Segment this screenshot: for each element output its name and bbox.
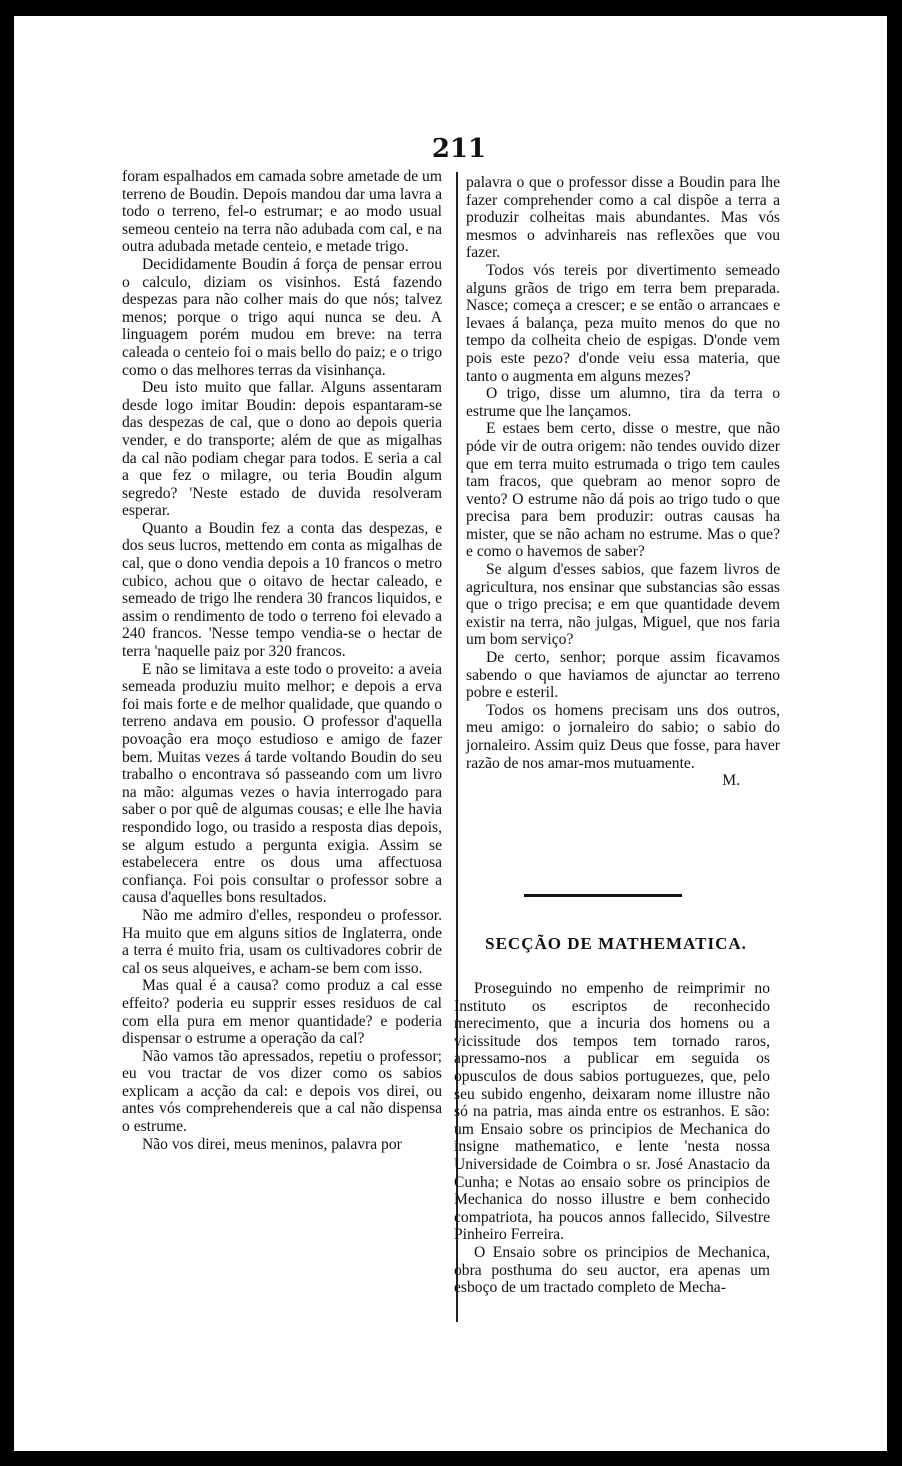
left-paragraph-5: E não se limitava a este todo o proveito: a aveia semeada produziu muito melhor; e depois a erva foi mais forte e de melhor qualidade, que quando o terreno andava em pousio. O professor d'aquella povoação era moço estudioso e amigo de fazer bem. Muitas vezes á tarde voltando Boudin do seu trabalho o encontrava só passeando com um livro na mão: algumas vezes o havia interrogado para saber o por quê de algumas cousas; e elle lhe havia respondido logo, ou trasido a resposta dias depois, se algum estudo a pergunta exigia. Assim se estabelecera entre os dous uma affectuosa confiança. Foi pois consultar o professor sobre a causa d'aquelles bons resultados. (122, 660, 442, 907)
left-paragraph-8: Não vamos tão apressados, repetiu o professor; eu vou tractar de vos dizer como os sabios explicam a acção da cal: e depois vos direi, ou antes vós comprehendereis que a cal não dispensa o estrume. (122, 1047, 442, 1136)
left-paragraph-2: Decididamente Boudin á força de pensar errou o calculo, diziam os visinhos. Está fazendo despezas para não colher mais do que nós; talvez menos; porque o trigo aqui nunca se deu. A linguagem porém mudou em breve: na terra caleada o centeio foi o mais bello do paiz; e o trigo como o das melhores terras da visinhança. (122, 255, 442, 379)
section-title: SECÇÃO DE MATHEMATICA. (485, 934, 747, 953)
section-paragraph-2: O Ensaio sobre os principios de Mechanica, obra posthuma do seu auctor, era apenas um esboço de um tractado completo de Mecha- (454, 1243, 770, 1297)
left-paragraph-1: foram espalhados em camada sobre ametade de um terreno de Boudin. Depois mandou dar uma lavra a todo o terreno, fel-o estrumar; e ao modo usual semeou centeio na terra não adubada com cal, e na outra adubada metade centeio, e metade trigo. (122, 168, 442, 256)
right-paragraph-5: Se algum d'esses sabios, que fazem livros de agricultura, nos ensinar que substancias são essas que o trigo precisa; e em que quantidade devem existir na terra, não julgas, Miguel, que nos faria um bom serviço? (466, 561, 780, 649)
right-paragraph-4: E estaes bem certo, disse o mestre, que não póde vir de outra origem: não tendes ouvido dizer que em terra muito estrumada o trigo tem caules tam fracos, que quebram ao menor sopro de vento? O estrume não dá pois ao trigo tudo o que precisa para bem produzir: outras causas ha mister, que se não acham no estrume. Mas o que? e como o havemos de saber? (466, 420, 780, 561)
left-column (122, 168, 442, 1153)
left-paragraph-4: Quanto a Boudin fez a conta das despezas, e dos seus lucros, mettendo em conta as migalhas de cal, que o dono vendia depois a 10 francos o metro cubico, achou que o oitavo de hectar caleado, e semeado de trigo lhe rendera 30 francos liquidos, e assim o rendimento de todo o terreno foi elevado a 240 francos. 'Nesse tempo vendia-se o hectar de terra 'naquelle paiz por 320 francos. (122, 519, 442, 661)
left-paragraph-6: Não me admiro d'elles, respondeu o professor. Ha muito que em alguns sitios de Inglaterra, onde a terra é muito fria, usam os cultivadores cobrir de cal os seus alqueives, e acham-se bem com isso. (122, 906, 442, 977)
right-paragraph-7: Todos os homens precisam uns dos outros, meu amigo: o jornaleiro do sabio; o sabio do jornaleiro. Assim quiz Deus que fosse, para haver razão de nos amar-mos mutuamente. (466, 701, 780, 772)
left-paragraph-9: Não vos direi, meus meninos, palavra por (142, 1135, 402, 1153)
section-rule (524, 894, 682, 897)
newspaper-page (14, 16, 887, 1451)
section-body (454, 980, 770, 1297)
left-paragraph-7: Mas qual é a causa? como produz a cal esse effeito? poderia eu supprir esses residuos de cal com ella pura em menor quantidade? e poderia dispensar o estrume a operação da cal? (122, 977, 442, 1048)
right-paragraph-6: De certo, senhor; porque assim ficavamos sabendo o que haviamos de ajunctar ao terreno pobre e esteril. (466, 649, 780, 702)
right-paragraph-3: O trigo, disse um alumno, tira da terra o estrume que lhe lançamos. (466, 385, 780, 420)
right-paragraph-2: Todos vós tereis por divertimento semeado alguns grãos de trigo em terra bem preparada. Nasce; começa a crescer; e se então o arrancaes e levaes á balança, peza muito menos do que no tempo da colheita cheio de espigas. D'onde vem pois este pezo? d'onde veiu essa materia, que tanto o augmenta em alguns mezes? (466, 261, 780, 385)
page-number: 211 (431, 134, 487, 164)
section-paragraph-1: Proseguindo no empenho de reimprimir no Instituto os escriptos de reconhecido merecimento, que a incuria dos homens ou a vicissitude dos tempos tem tornado raros, apressamo-nos a publicar em seguida os opusculos de dous sabios portuguezes, que, pelo seu subido engenho, deixaram nome illustre não só na patria, mas ainda entre os estranhos. E são: um Ensaio sobre os principios de Mechanica do insigne mathematico, e lente 'nesta nossa Universidade de Coimbra o sr. José Anastacio da Cunha; e Notas ao ensaio sobre os principios de Mechanica do nosso illustre e bem conhecido compatriota, ha poucos annos fallecido, Silvestre Pinheiro Ferreira. (454, 980, 770, 1244)
right-column (466, 174, 780, 790)
right-paragraph-1: palavra o que o professor disse a Boudin para lhe fazer comprehender como a cal dispõe a terra a produzir colheitas mais abundantes. Mas vós mesmos o advinhareis nas reflexões que vou fazer. (466, 174, 780, 262)
left-paragraph-3: Deu isto muito que fallar. Alguns assentaram desde logo imitar Boudin: depois espantaram-se das despezas de cal, que o dono ao depois queria vender, e do transporte; além de que as migalhas da cal não podiam chegar para todos. E seria a cal a que fez o milagre, ou teria Boudin algum segredo? 'Neste estado de duvida resolveram esperar. (122, 379, 442, 520)
article-signature: M. (722, 772, 740, 790)
